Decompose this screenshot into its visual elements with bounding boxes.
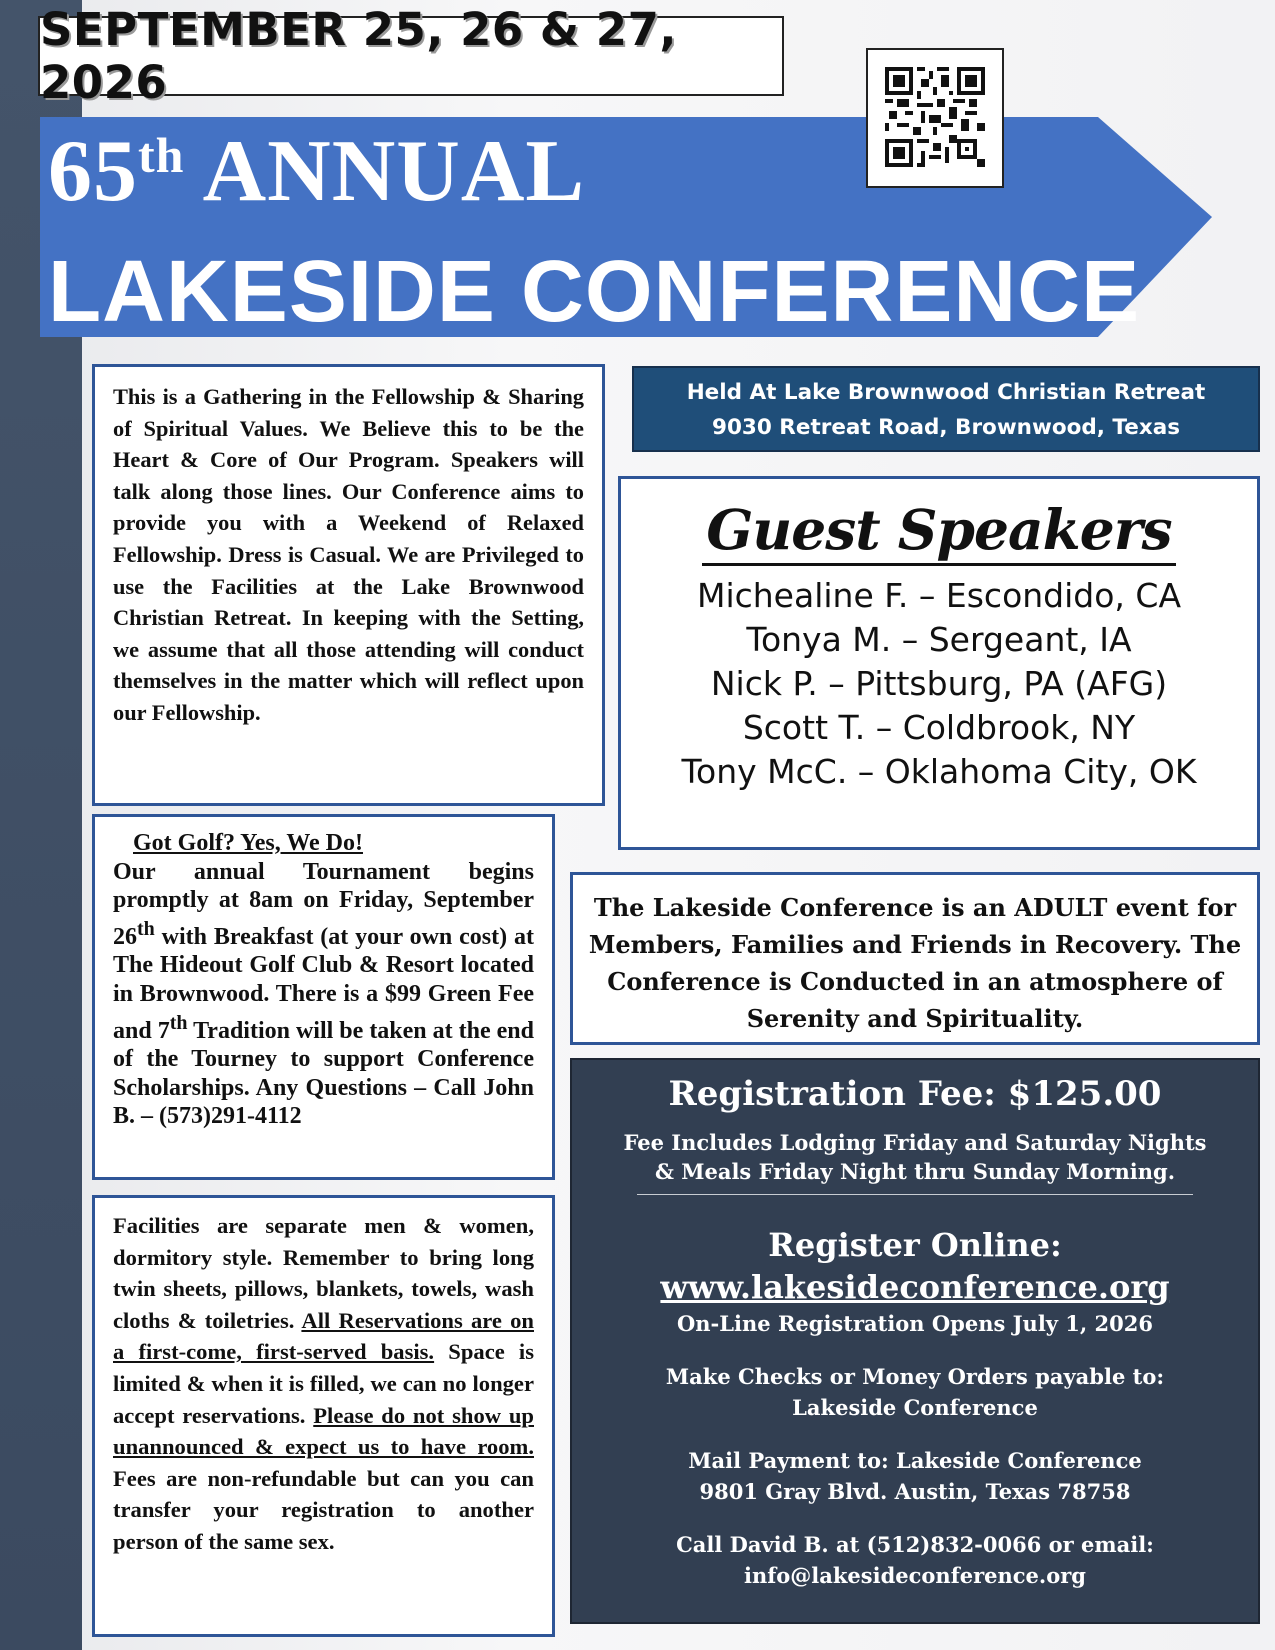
speaker-item: Nick P. – Pittsburg, PA (AFG) [710, 664, 1168, 703]
golf-box [92, 814, 555, 1180]
facilities-underline-a: All Reservations are on a first-come, first-served basis. [113, 1307, 534, 1365]
golf-sup-b: th [169, 1011, 188, 1034]
golf-heading: Got Golf? Yes, We Do! [133, 830, 363, 856]
guest-speakers-box [618, 476, 1260, 850]
adult-notice-box [570, 872, 1260, 1045]
facilities-text-c: Fees are non-refundable but can you can transfer your registration to another person of the same sex. [113, 1465, 534, 1554]
event-dates: SEPTEMBER 25, 26 & 27, 2026 [38, 16, 784, 96]
speaker-item: Michealine F. – Escondido, CA [696, 576, 1182, 615]
speaker-item: Scott T. – Coldbrook, NY [742, 708, 1136, 747]
edition-number: 65 [48, 123, 138, 220]
checks-info [572, 1361, 1258, 1423]
register-online-heading: Register Online: [768, 1226, 1062, 1264]
golf-text-b: with Breakfast (at your own cost) at The Hideout Golf Club & Resort located in Brownwood. There is a $99 Green Fee and 7 [113, 923, 534, 1044]
mail-line-2: 9801 Gray Blvd. Austin, Texas 78758 [699, 1479, 1131, 1504]
checks-line-1: Make Checks or Money Orders payable to: [665, 1364, 1165, 1389]
golf-text-c: Tradition will be taken at the end of the Tourney to support Conference Scholarships. Any Questions – Call John B. – (573)291-4112 [113, 1017, 534, 1130]
contact-line-1: Call David B. at (512)832-0066 or email: [676, 1532, 1154, 1557]
registration-panel [570, 1058, 1260, 1624]
edition-suffix: th [138, 127, 185, 183]
mail-info [572, 1445, 1258, 1507]
facilities-text-b: Space is limited & when it is filled, we can no longer accept reservations. [113, 1339, 534, 1428]
venue-line-2: 9030 Retreat Road, Brownwood, Texas [711, 415, 1180, 440]
registration-fee: Registration Fee: $125.00 [668, 1074, 1162, 1114]
facilities-underline-b: Please do not show up unannounced & expect us to have room. [113, 1402, 534, 1460]
annual-heading [48, 123, 586, 220]
speaker-item: Tonya M. – Sergeant, IA [746, 620, 1132, 659]
qr-code-icon [885, 67, 985, 167]
golf-text-a: Our annual Tournament begins promptly at 8am on Friday, September 26 [113, 858, 534, 950]
intro-text: This is a Gathering in the Fellowship & Sharing of Spiritual Values. We Believe this to be the Heart & Core of Our Program. Speakers will talk along those lines. Our Conference aims to provide you with a Weekend of Relaxed Fellowship. Dress is Casual. We are Privileged to use the Facilities at the Lake Brownwood Christian Retreat. In keeping with the Setting, we assume that all those attending will conduct themselves in the matter which will reflect upon our Fellowship. [113, 384, 584, 725]
speaker-item: Tony McC. – Oklahoma City, OK [681, 752, 1197, 791]
contact-info [572, 1529, 1258, 1591]
venue-box [632, 366, 1260, 452]
divider [637, 1194, 1193, 1195]
checks-line-2: Lakeside Conference [792, 1395, 1038, 1420]
guest-speakers-title: Guest Speakers [702, 501, 1175, 566]
registration-link[interactable]: www.lakesideconference.org [660, 1268, 1170, 1306]
venue-line-1: Held At Lake Brownwood Christian Retreat [686, 380, 1206, 405]
registration-opens: On-Line Registration Opens July 1, 2026 [676, 1311, 1153, 1336]
conference-title: LAKESIDE CONFERENCE [48, 243, 1141, 340]
golf-sup-a: th [137, 917, 155, 940]
fee-includes [572, 1128, 1258, 1186]
qr-code[interactable] [866, 48, 1004, 188]
mail-line-1: Mail Payment to: Lakeside Conference [688, 1448, 1142, 1473]
speaker-list [621, 574, 1257, 794]
fee-includes-line-1: Fee Includes Lodging Friday and Saturday Nights [623, 1130, 1207, 1155]
contact-email[interactable]: info@lakesideconference.org [744, 1563, 1086, 1588]
facilities-box [92, 1195, 555, 1637]
facilities-text-a: Facilities are separate men & women, dormitory style. Remember to bring long twin sheets, pillows, blankets, towels, wash cloths & toiletries. [113, 1213, 534, 1333]
annual-word: ANNUAL [202, 123, 586, 220]
fee-includes-line-2: & Meals Friday Night thru Sunday Morning. [654, 1159, 1176, 1184]
adult-notice-text: The Lakeside Conference is an ADULT event for Members, Families and Friends in Recovery. The Conference is Conducted in an atmosphere of Serenity and Spirituality. [588, 893, 1242, 1033]
intro-box [92, 364, 605, 806]
